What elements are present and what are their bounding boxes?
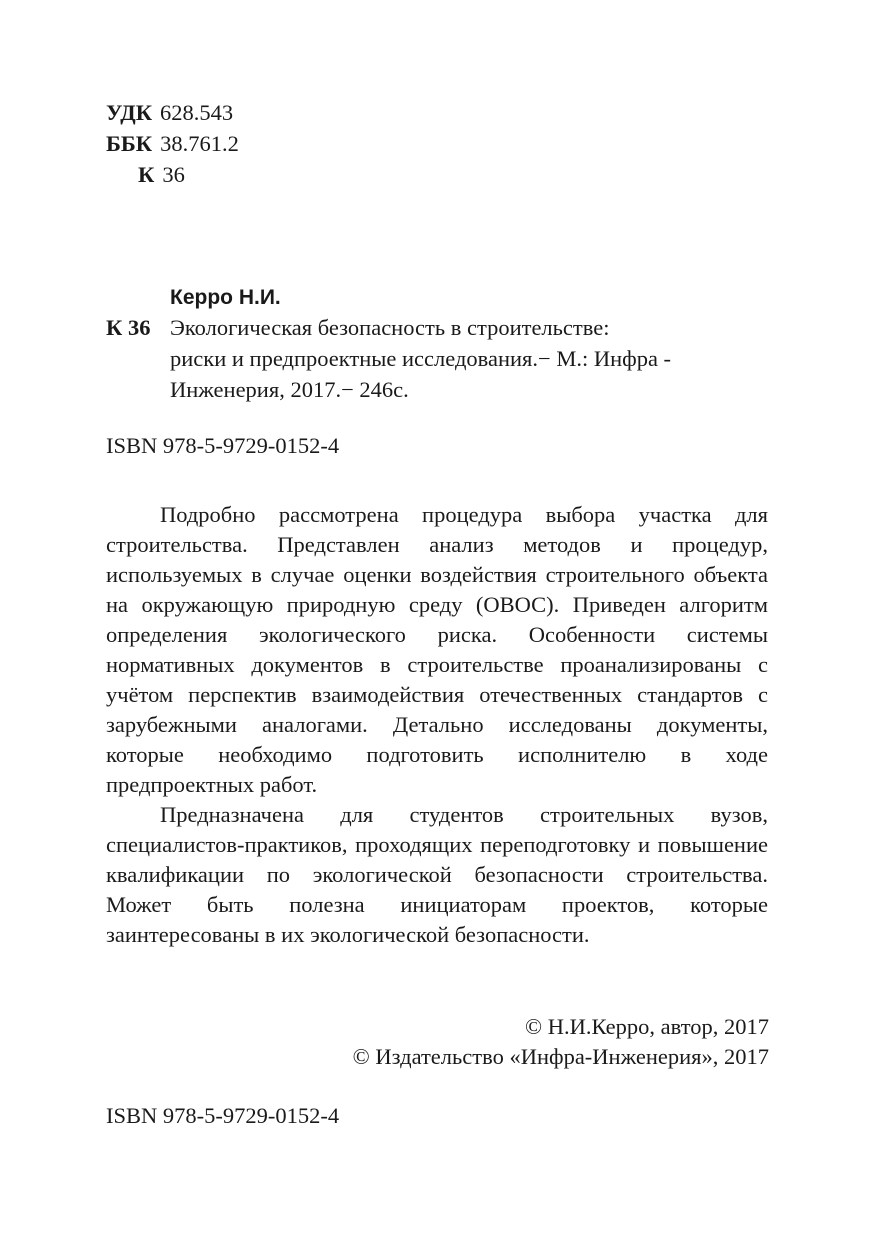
bbk-label: ББК	[106, 131, 153, 156]
udk-label: УДК	[106, 100, 153, 125]
title-line-2: риски и предпроектные исследования.− М.: Инфра -	[170, 346, 672, 371]
annotation-paragraph-1: Подробно рассмотрена процедура выбора участка для строительства. Представлен анализ методов и процедур, используемых в случае оценки воздействия строительного объекта на окружающую природную среду (ОВОС). Приведен алгоритм определения экологического риска. Особенности системы нормативных документов в строительстве проанализированы с учётом перспектив взаимодействия отечественных стандартов с зарубежными аналогами. Детально исследованы документы, которые необходимо подготовить исполнителю в ходе предпроектных работ.	[106, 502, 768, 797]
copyright-author: © Н.И.Керро, автор, 2017	[525, 1014, 769, 1039]
author-mark-line	[138, 160, 185, 190]
udk-line	[106, 98, 233, 128]
title-line-3: Инженерия, 2017.− 246с.	[170, 377, 409, 402]
bbk-value: 38.761.2	[160, 131, 239, 156]
author-mark-label: К	[138, 162, 155, 187]
copyright-publisher: © Издательство «Инфра-Инженерия», 2017	[352, 1044, 769, 1069]
bbk-line	[106, 129, 239, 159]
annotation	[106, 500, 768, 950]
isbn-bottom: ISBN 978-5-9729-0152-4	[106, 1103, 340, 1128]
book-code: К 36	[106, 315, 151, 340]
title-line-1: Экологическая безопасность в строительстве:	[170, 315, 610, 340]
annotation-paragraph-2: Предназначена для студентов строительных вузов, специалистов-практиков, проходящих переподготовку и повышение квалификации по экологической безопасности строительства. Может быть полезна инициаторам проектов, которые заинтересованы в их экологической безопасности.	[106, 802, 768, 947]
udk-value: 628.543	[160, 100, 234, 125]
isbn-top: ISBN 978-5-9729-0152-4	[106, 433, 340, 458]
author-mark-value: 36	[162, 162, 185, 187]
author-name: Керро Н.И.	[170, 286, 281, 309]
